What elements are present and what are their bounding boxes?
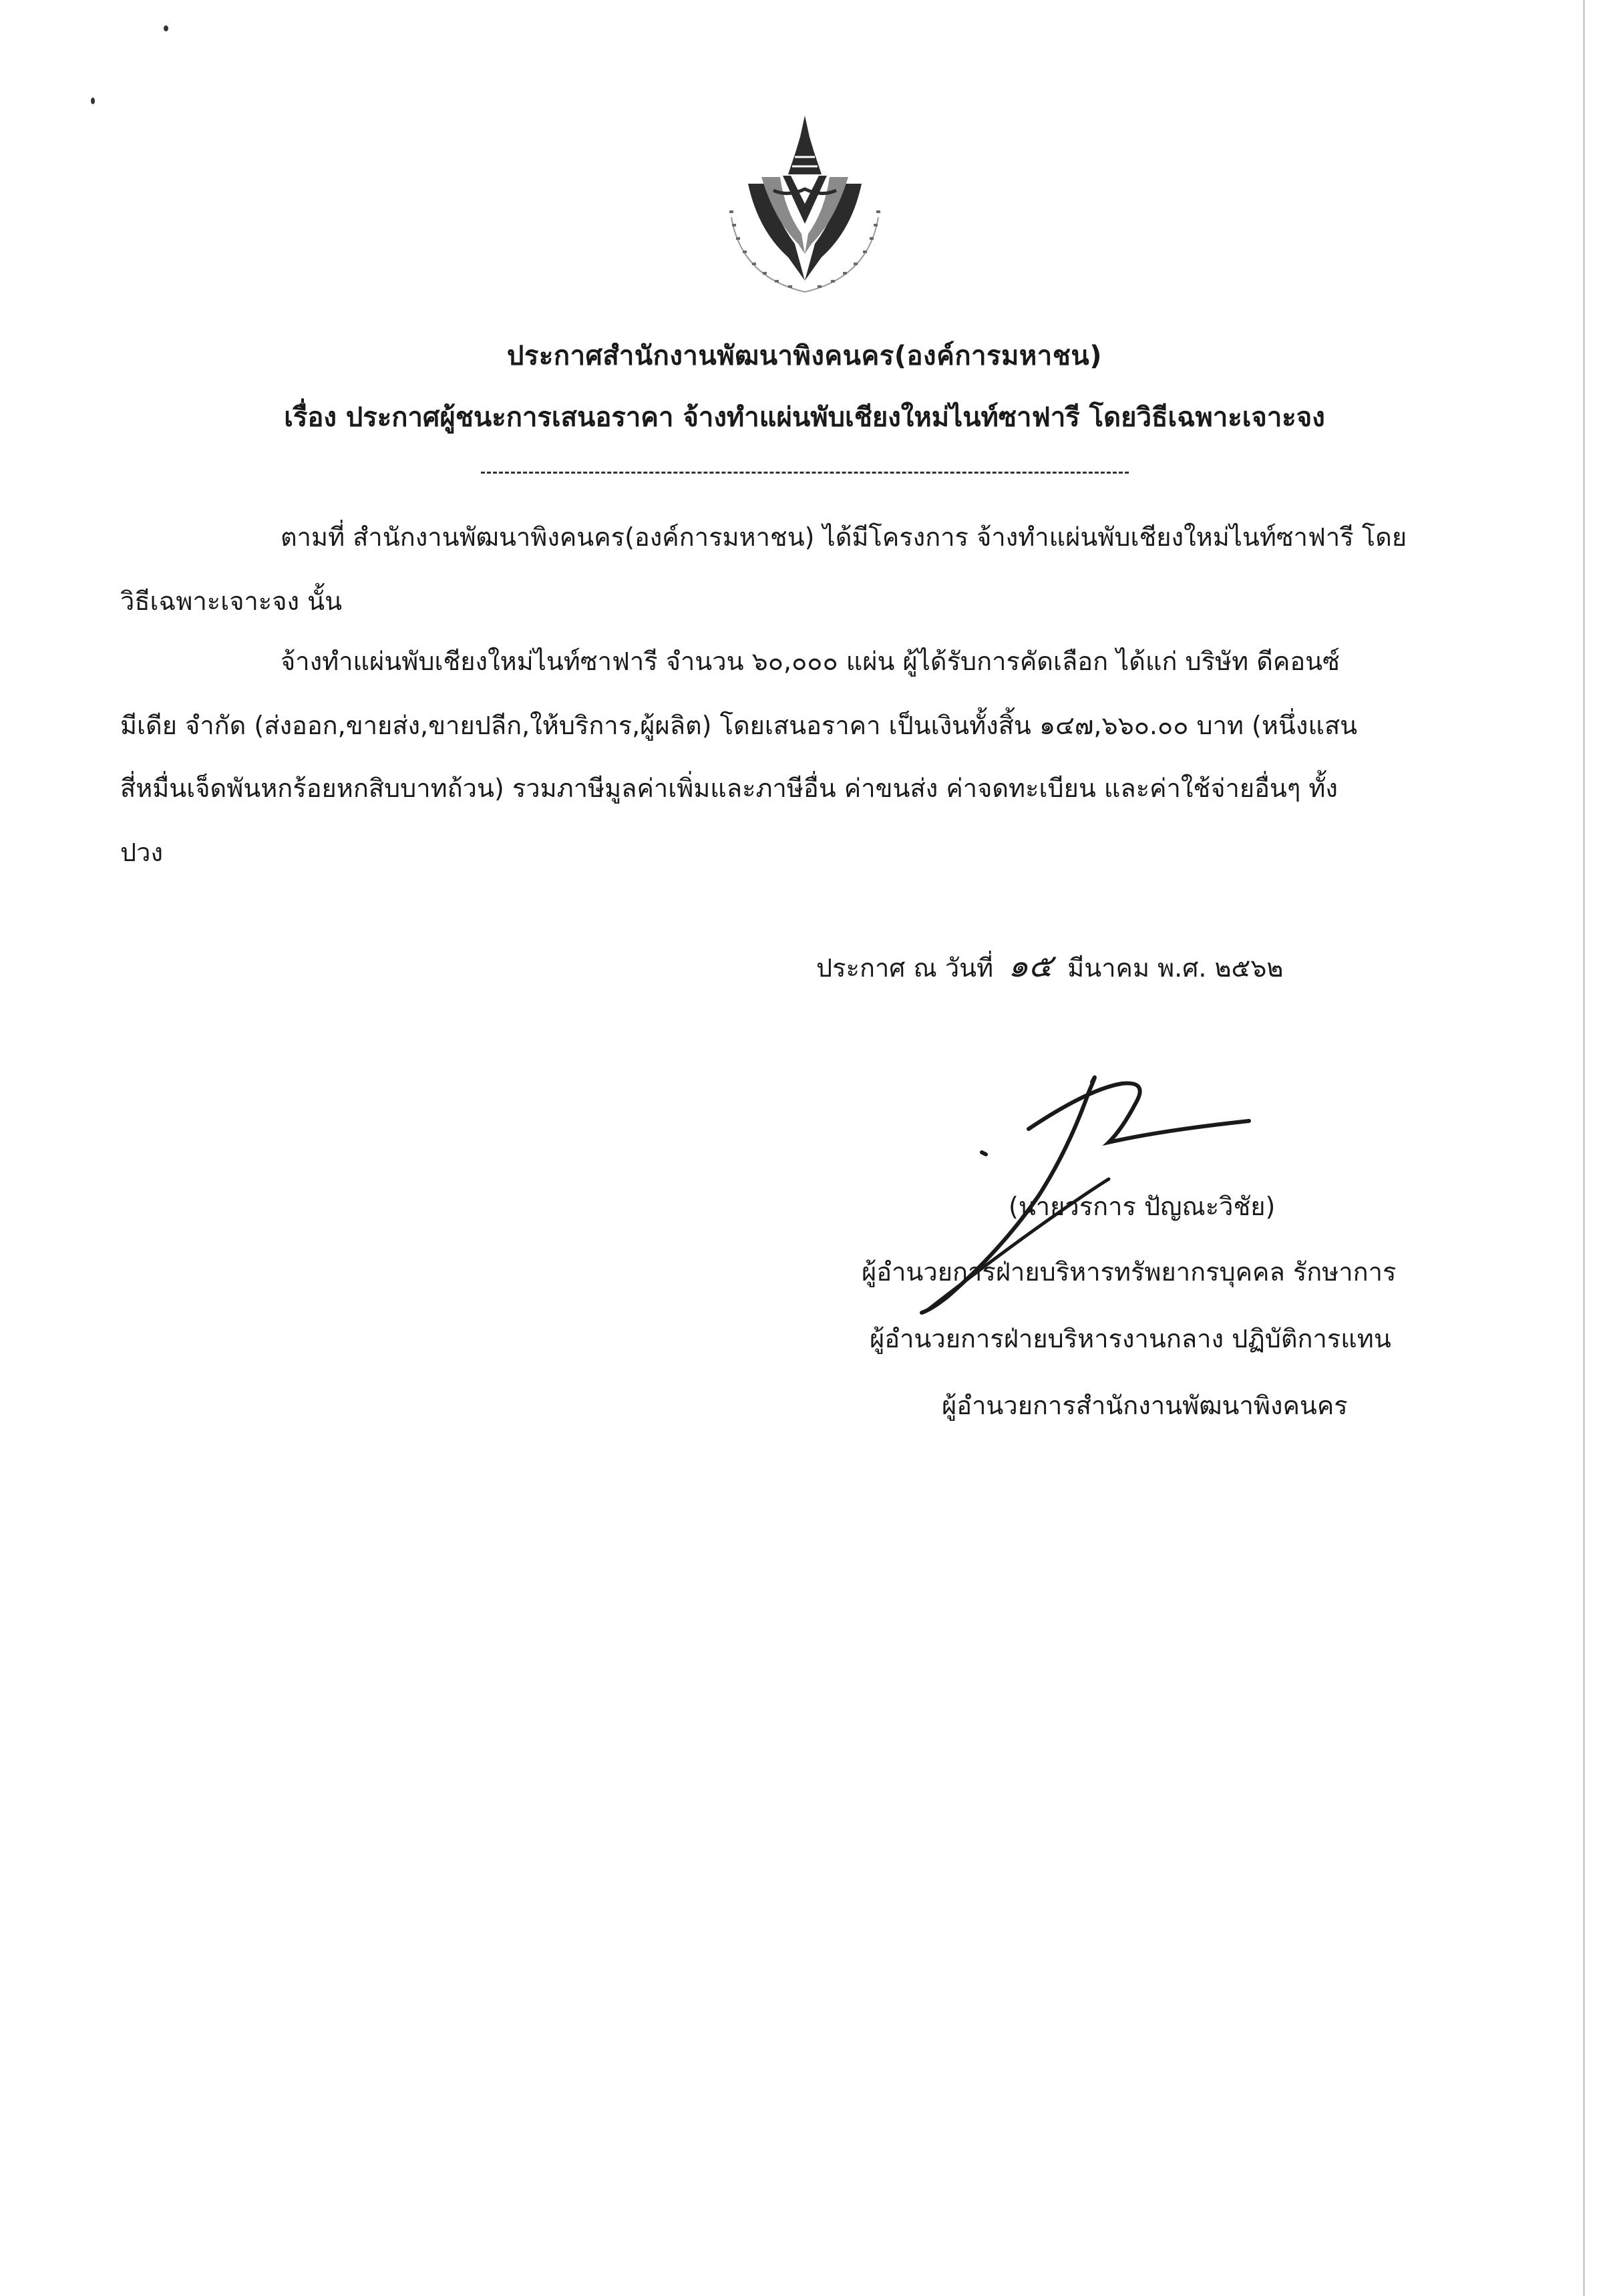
organization-logo xyxy=(695,110,915,311)
paragraph2-line2: มีเดีย จำกัด (ส่งออก,ขายส่ง,ขายปลีก,ให้บริการ,ผู้ผลิต) โดยเสนอราคา เป็นเงินทั้งสิ้น ๑๔๗,๖๖๐.๐๐ บาท (หนึ่งแสน xyxy=(120,711,1358,740)
announcement-date xyxy=(816,941,1283,991)
announcement-subject: เรื่อง ประกาศผู้ชนะการเสนอราคา จ้างทำแผ่นพับเชียงใหม่ไนท์ซาฟารี โดยวิธีเฉพาะเจาะจง xyxy=(284,402,1325,433)
signatory-name: (นายวรการ ปัญณะวิชัย) xyxy=(1009,1192,1276,1221)
paragraph2-line3: สี่หมื่นเจ็ดพันหกร้อยหกสิบบาทถ้วน) รวมภาษีมูลค่าเพิ่มและภาษีอื่น ค่าขนส่ง ค่าจดทะเบียน และค่าใช้จ่ายอื่นๆ ทั้ง xyxy=(120,774,1338,803)
scan-speck xyxy=(164,25,168,31)
title-divider xyxy=(481,472,1129,474)
paragraph2-line1: จ้างทำแผ่นพับเชียงใหม่ไนท์ซาฟารี จำนวน ๖๐,๐๐๐ แผ่น ผู้ได้รับการคัดเลือก ได้แก่ บริษัท ดีคอนซ์ xyxy=(281,647,1340,676)
date-month-year: มีนาคม พ.ศ. ๒๕๖๒ xyxy=(1067,953,1284,983)
scan-speck xyxy=(91,98,95,104)
paragraph1-line2: วิธีเฉพาะเจาะจง นั้น xyxy=(120,587,343,616)
paragraph2-line4: ปวง xyxy=(120,838,164,867)
signatory-position-2: ผู้อำนวยการฝ่ายบริหารงานกลาง ปฏิบัติการแทน xyxy=(870,1324,1391,1353)
paragraph1-line1: ตามที่ สำนักงานพัฒนาพิงคนคร(องค์การมหาชน) ได้มีโครงการ จ้างทำแผ่นพับเชียงใหม่ไนท์ซาฟารี โดย xyxy=(281,522,1407,552)
announcement-title: ประกาศสำนักงานพัฒนาพิงคนคร(องค์การมหาชน) xyxy=(507,341,1102,371)
date-day-handwritten: ๑๕ xyxy=(1008,947,1053,985)
date-prefix: ประกาศ ณ วันที่ xyxy=(816,953,994,983)
signatory-position-1: ผู้อำนวยการฝ่ายบริหารทรัพยากรบุคคล รักษาการ xyxy=(862,1257,1397,1287)
signatory-position-3: ผู้อำนวยการสำนักงานพัฒนาพิงคนคร xyxy=(942,1391,1348,1420)
